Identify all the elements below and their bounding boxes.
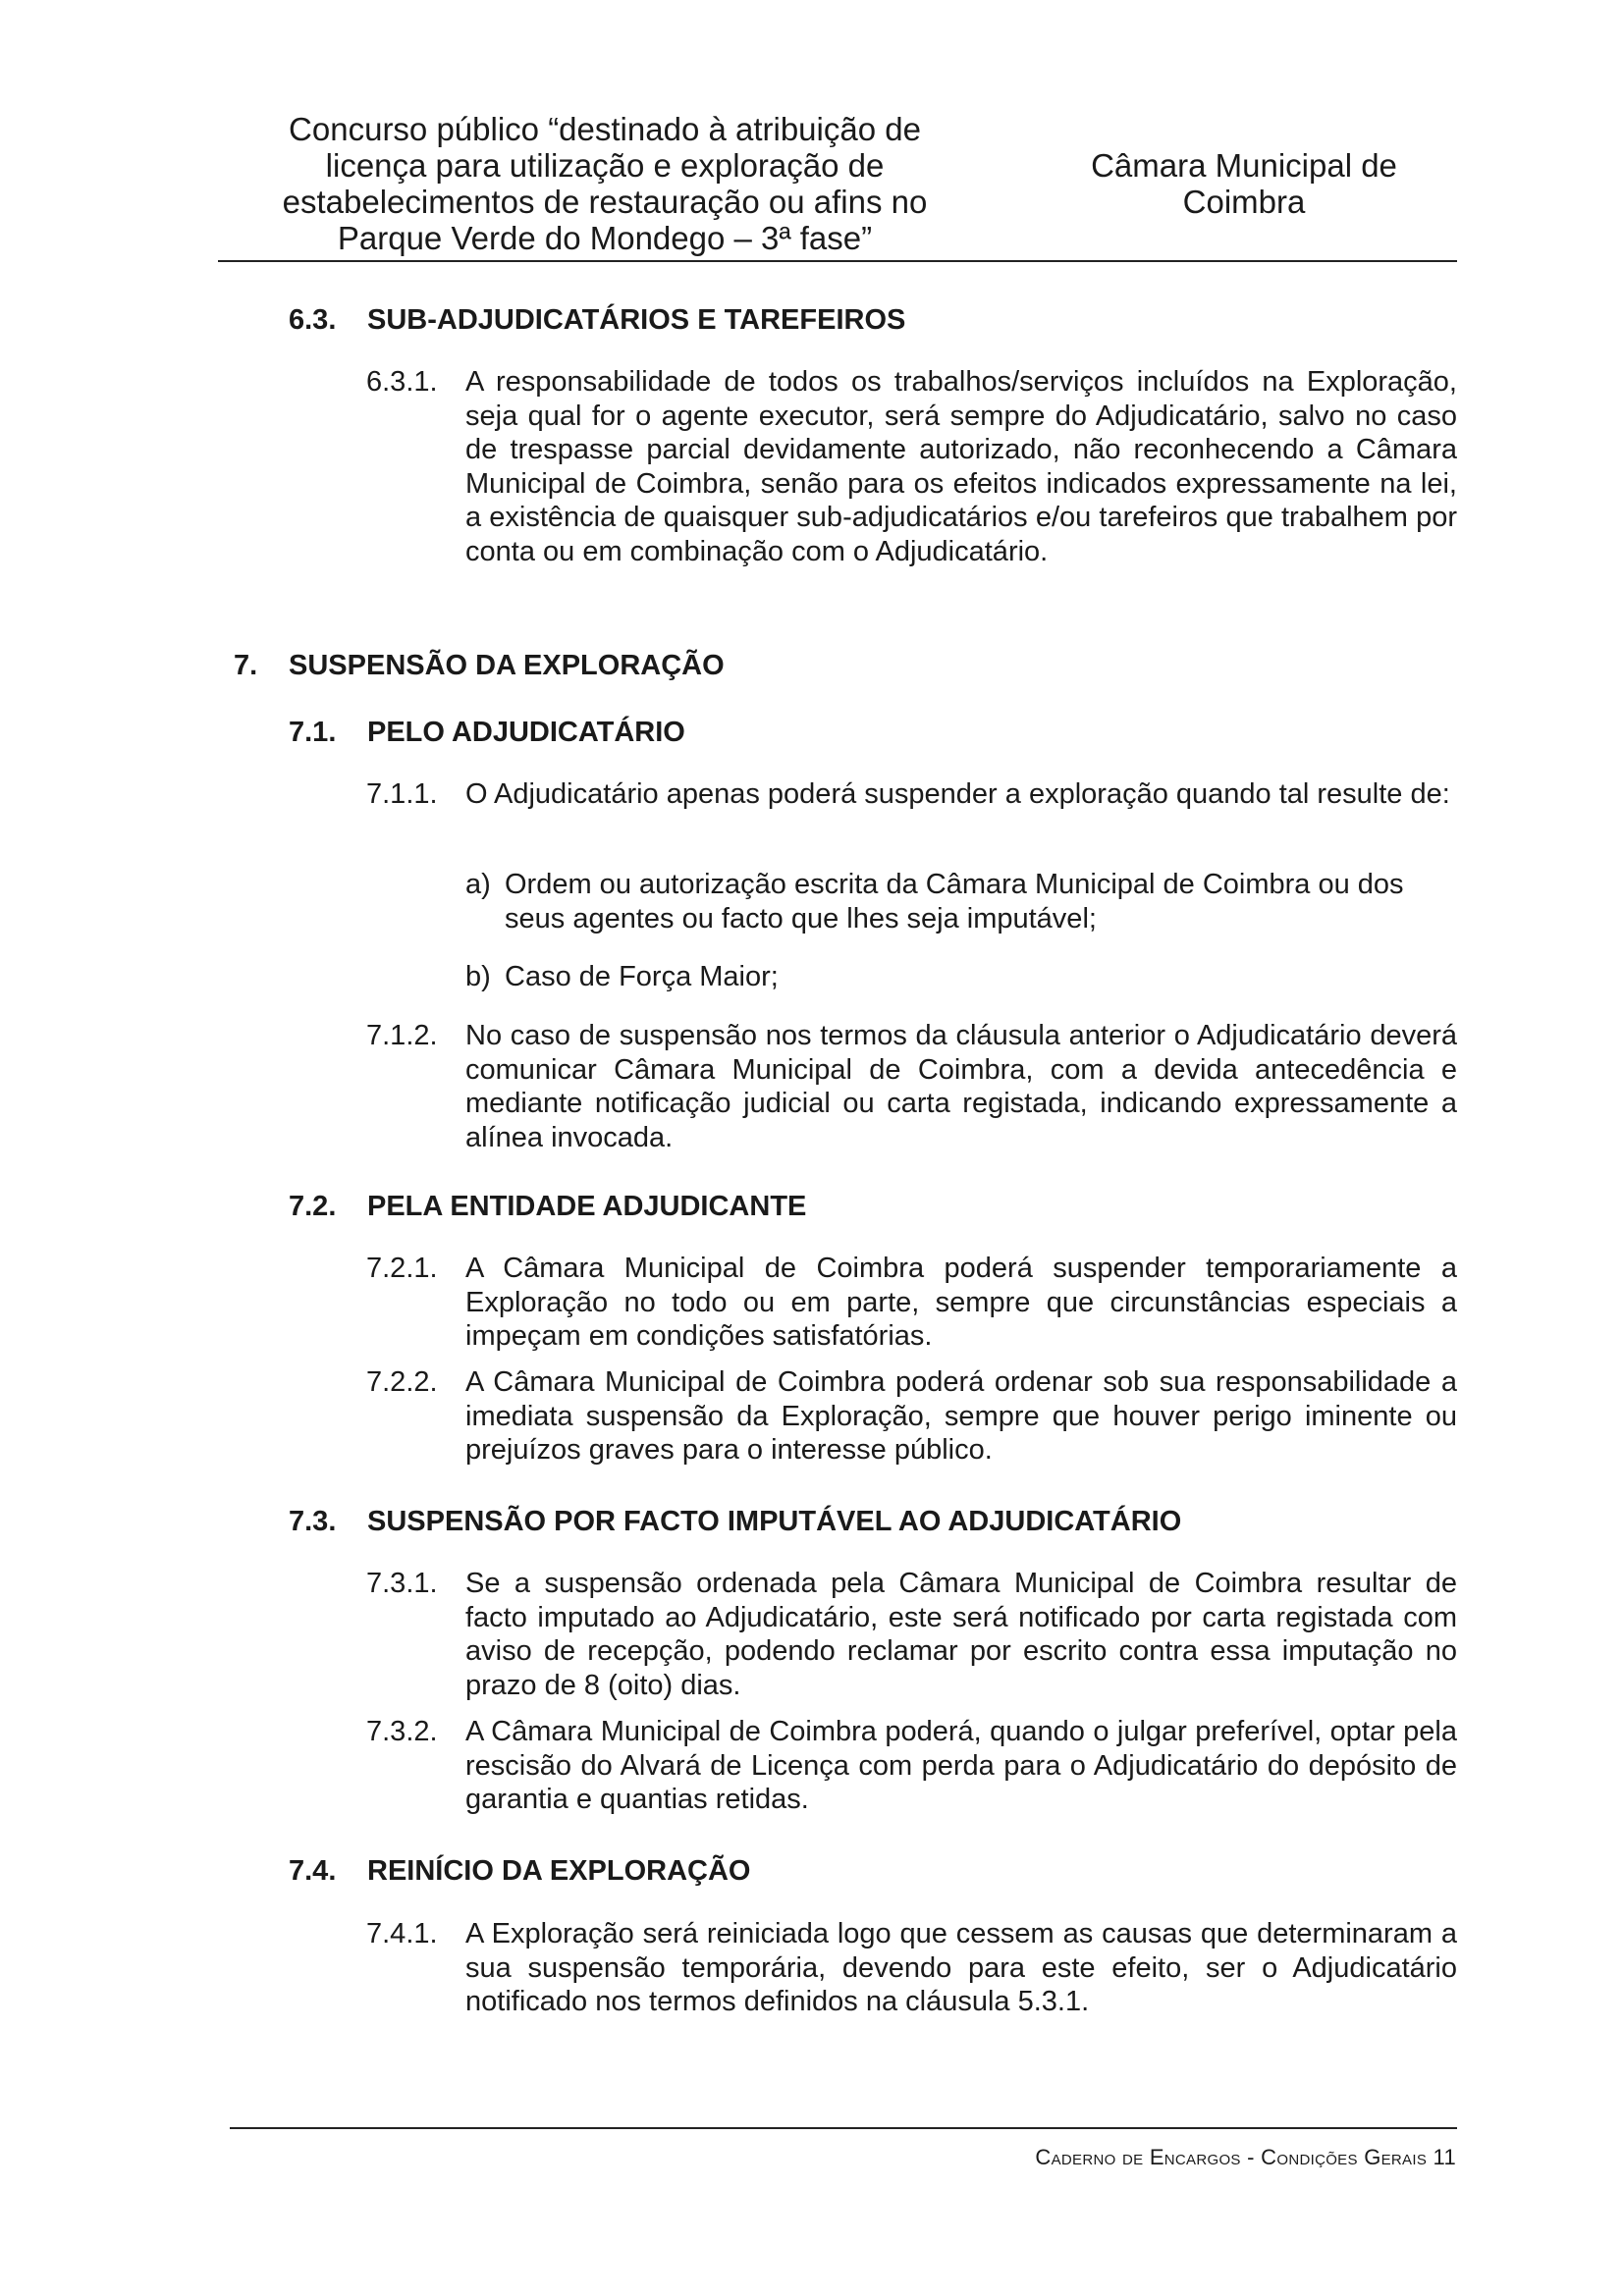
alinea-label: a) (465, 869, 491, 900)
clause-number: 7.4.1. (366, 1918, 438, 1949)
alinea-text: Caso de Força Maior; (505, 961, 779, 992)
clause-7-4-1 (366, 1917, 1457, 2019)
organization-line: Coimbra (1182, 184, 1306, 220)
contest-title-line: Concurso público “destinado à atribuição de (289, 111, 921, 147)
section-number: 6.3. (289, 304, 337, 336)
section-number: 7.1. (289, 717, 337, 748)
section-title: REINÍCIO DA EXPLORAÇÃO (367, 1855, 751, 1887)
section-title: PELO ADJUDICATÁRIO (367, 717, 685, 748)
section-title: PELA ENTIDADE ADJUDICANTE (367, 1191, 807, 1222)
contest-title-line: estabelecimentos de restauração ou afins no (282, 184, 928, 220)
section-title: SUSPENSÃO POR FACTO IMPUTÁVEL AO ADJUDICATÁRIO (367, 1506, 1182, 1537)
clause-7-3-2 (366, 1715, 1457, 1817)
clause-text: No caso de suspensão nos termos da cláusula anterior o Adjudicatário deverá comunicar Câmara Municipal de Coimbra, com a devida antecedência e mediante notificação judicial ou carta registada, indicando expressamente a alínea invocada. (465, 1020, 1457, 1153)
page-footer (1035, 2143, 1456, 2172)
clause-number: 7.3.1. (366, 1568, 438, 1599)
clause-number: 7.1.2. (366, 1020, 438, 1051)
footer-divider (230, 2127, 1457, 2129)
contest-title-line: licença para utilização e exploração de (325, 147, 885, 184)
contest-title-line: Parque Verde do Mondego – 3ª fase” (337, 220, 873, 256)
organization-line: Câmara Municipal de (1091, 147, 1397, 184)
section-number: 7.3. (289, 1506, 337, 1537)
section-number: 7.4. (289, 1855, 337, 1887)
alinea-label: b) (465, 961, 491, 992)
section-title: SUB-ADJUDICATÁRIOS E TAREFEIROS (367, 304, 906, 336)
clause-number: 7.3.2. (366, 1716, 438, 1747)
clause-number: 7.1.1. (366, 778, 438, 810)
section-heading-7-3 (289, 1505, 1181, 1539)
clause-number: 7.2.1. (366, 1253, 438, 1284)
page-header (218, 111, 1455, 260)
clause-6-3-1 (366, 365, 1457, 568)
alinea-text: Ordem ou autorização escrita da Câmara Municipal de Coimbra ou dos seus agentes ou facto que lhes seja imputável; (505, 869, 1404, 934)
clause-text: Se a suspensão ordenada pela Câmara Municipal de Coimbra resultar de facto imputado ao Adjudicatário, este será notificado por carta registada com aviso de recepção, podendo reclamar por escrito contra essa imputação no prazo de 8 (oito) dias. (465, 1568, 1457, 1701)
chapter-title: SUSPENSÃO DA EXPLORAÇÃO (289, 650, 725, 681)
chapter-number: 7. (234, 650, 258, 681)
contest-title (218, 111, 992, 256)
clause-text: O Adjudicatário apenas poderá suspender a exploração quando tal resulte de: (465, 778, 1450, 810)
section-heading-6-3 (289, 303, 905, 338)
footer-label: Caderno de Encargos - Condições Gerais (1035, 2145, 1428, 2169)
clause-7-2-2 (366, 1365, 1457, 1468)
clause-number: 6.3.1. (366, 366, 438, 398)
clause-text: A responsabilidade de todos os trabalhos/serviços incluídos na Exploração, seja qual for o agente executor, será sempre do Adjudicatário, salvo no caso de trespasse parcial devidamente autorizado, não reconhecendo a Câmara Municipal de Coimbra, senão para os efeitos indicados expressamente na lei, a existência de quaisquer sub-adjudicatários e/ou tarefeiros que trabalhem por conta ou em combinação com o Adjudicatário. (465, 366, 1457, 567)
clause-7-1-1 (366, 777, 1457, 812)
section-heading-7-4 (289, 1854, 750, 1889)
chapter-heading-7 (234, 649, 725, 683)
alinea-b (465, 960, 1457, 994)
clause-text: A Câmara Municipal de Coimbra poderá, quando o julgar preferível, optar pela rescisão do Alvará de Licença com perda para o Adjudicatário do depósito de garantia e quantias retidas. (465, 1716, 1457, 1815)
organization-name (1038, 147, 1450, 220)
header-divider (218, 260, 1457, 262)
section-heading-7-1 (289, 716, 685, 750)
clause-number: 7.2.2. (366, 1366, 438, 1398)
section-heading-7-2 (289, 1190, 806, 1224)
section-number: 7.2. (289, 1191, 337, 1222)
clause-7-2-1 (366, 1252, 1457, 1354)
clause-text: A Câmara Municipal de Coimbra poderá suspender temporariamente a Exploração no todo ou em parte, sempre que circunstâncias especiais a impeçam em condições satisfatórias. (465, 1253, 1457, 1352)
alinea-a (465, 868, 1457, 935)
clause-7-1-2 (366, 1019, 1457, 1154)
clause-text: A Exploração será reiniciada logo que cessem as causas que determinaram a sua suspensão temporária, devendo para este efeito, ser o Adjudicatário notificado nos termos definidos na cláusula 5.3.1. (465, 1918, 1457, 2017)
clause-7-3-1 (366, 1567, 1457, 1702)
clause-text: A Câmara Municipal de Coimbra poderá ordenar sob sua responsabilidade a imediata suspensão da Exploração, sempre que houver perigo iminente ou prejuízos graves para o interesse público. (465, 1366, 1457, 1466)
page-number: 11 (1433, 2145, 1456, 2169)
